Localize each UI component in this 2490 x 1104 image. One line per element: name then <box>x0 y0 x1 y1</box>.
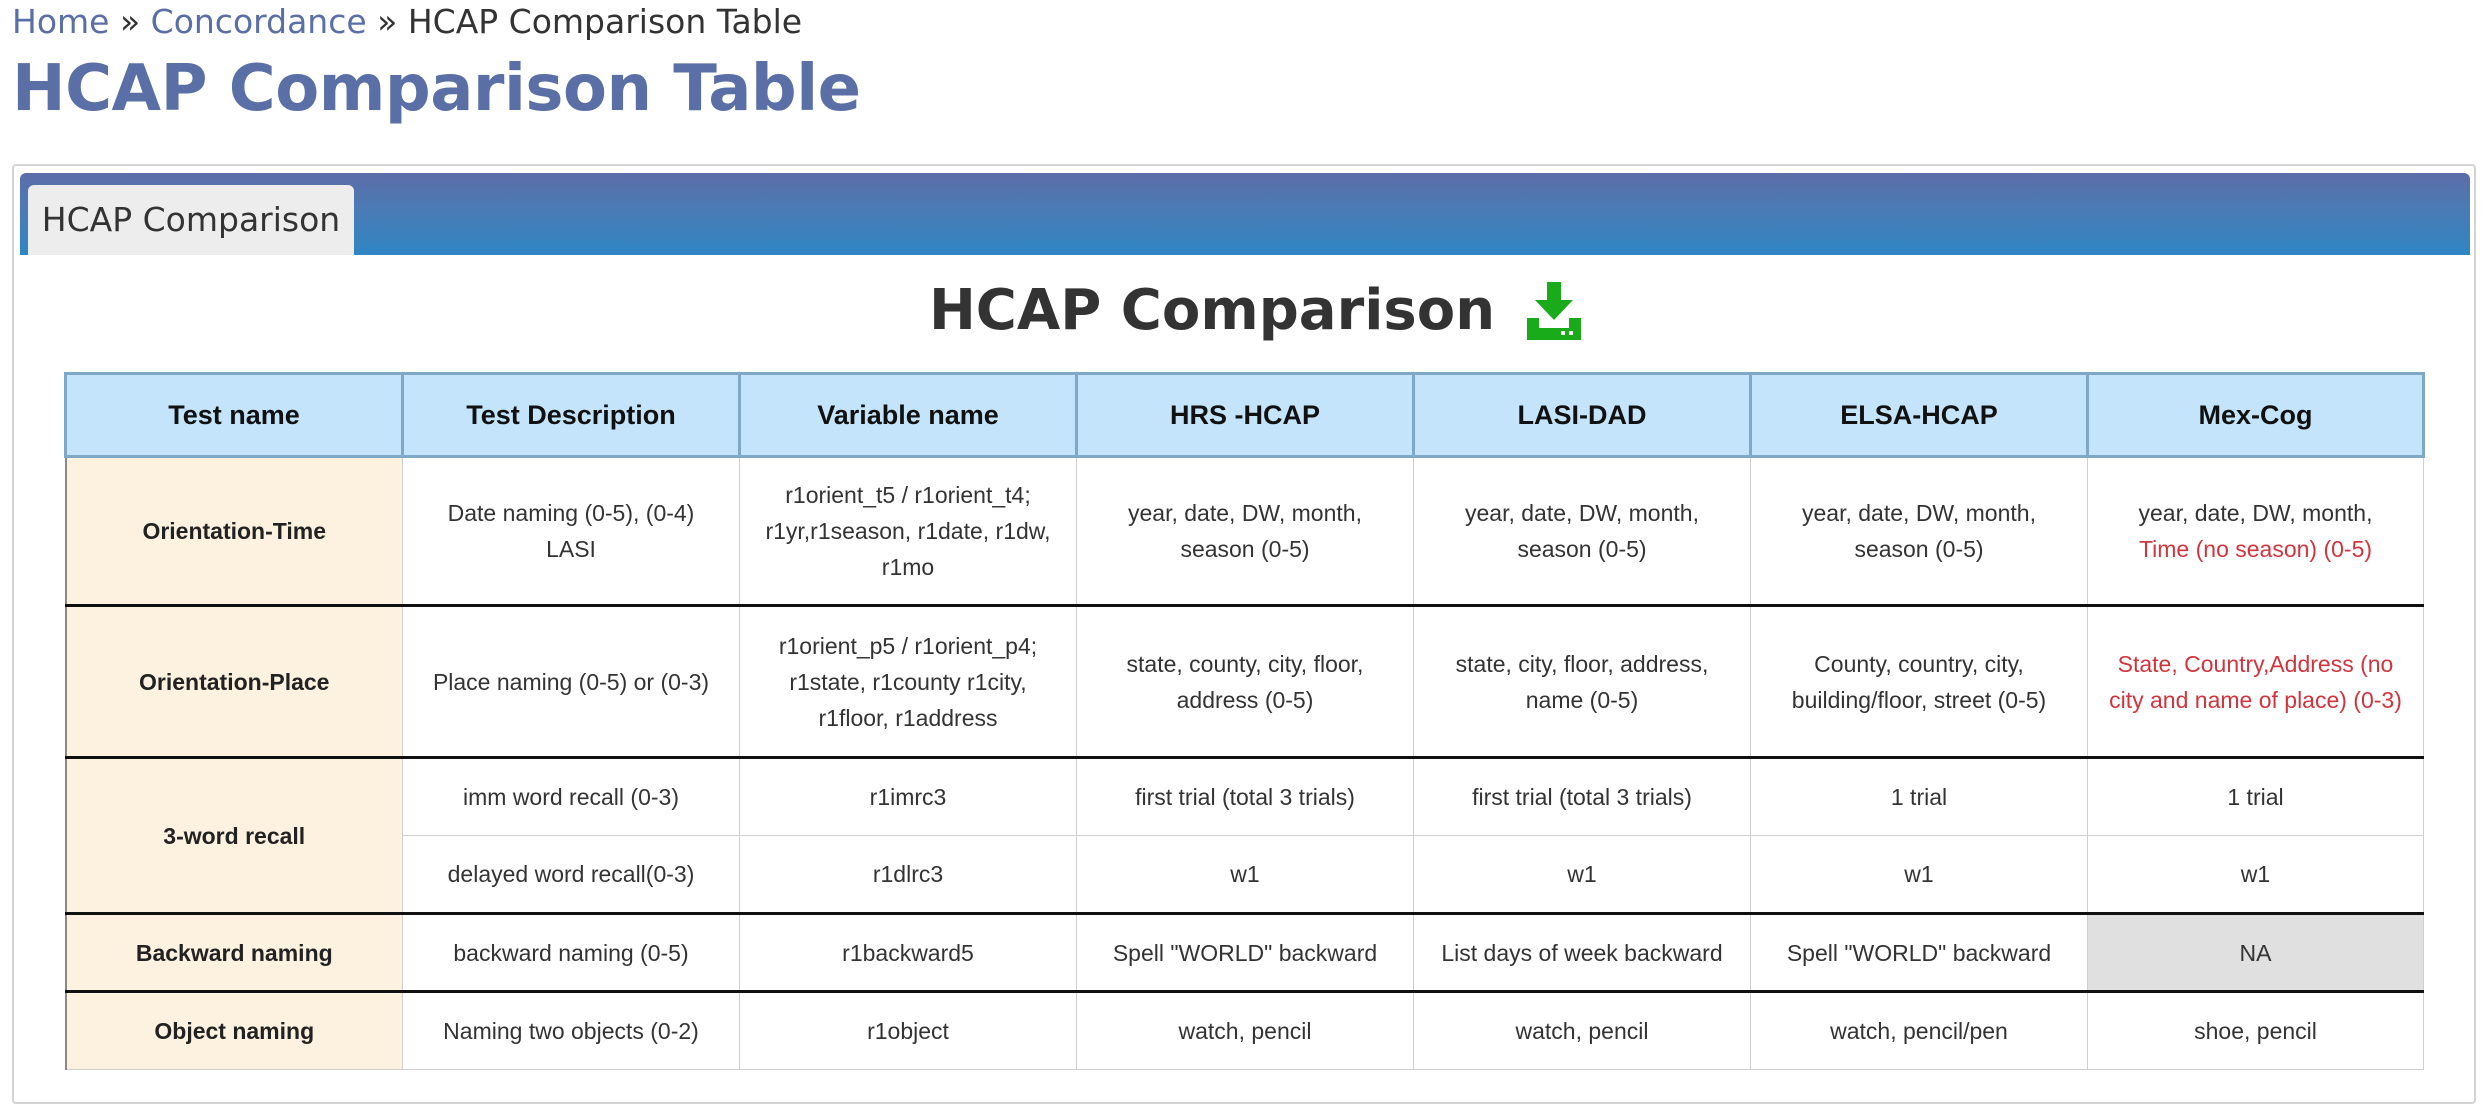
download-icon[interactable] <box>1525 282 1583 340</box>
mex-cog-cell <box>2088 457 2424 606</box>
variable-name-cell: r1dlrc3 <box>740 836 1077 914</box>
table-row <box>66 836 2424 914</box>
hrs-hcap-cell: w1 <box>1077 836 1414 914</box>
breadcrumb-separator: » <box>377 2 398 41</box>
column-header: Test name <box>66 374 403 457</box>
table-header-row <box>66 374 2424 457</box>
variable-name-cell: r1imrc3 <box>740 758 1077 836</box>
hrs-hcap-cell: year, date, DW, month, season (0-5) <box>1077 457 1414 606</box>
lasi-dad-cell: watch, pencil <box>1414 992 1751 1070</box>
mex-cog-cell: 1 trial <box>2088 758 2424 836</box>
section-title: HCAP Comparison <box>928 278 1496 343</box>
comparison-panel <box>12 164 2476 1104</box>
lasi-dad-cell: List days of week backward <box>1414 914 1751 992</box>
column-header: Mex-Cog <box>2088 374 2424 457</box>
mex-cog-text: year, date, DW, month, <box>2138 500 2373 526</box>
column-header: Test Description <box>403 374 740 457</box>
variable-name-cell: r1orient_t5 / r1orient_t4; r1yr,r1season, r1date, r1dw, r1mo <box>740 457 1077 606</box>
comparison-table <box>64 372 2425 1070</box>
lasi-dad-cell: w1 <box>1414 836 1751 914</box>
elsa-hcap-cell: year, date, DW, month, season (0-5) <box>1751 457 2088 606</box>
mex-cog-cell: NA <box>2088 914 2424 992</box>
mex-cog-cell: State, Country,Address (no city and name of place) (0-3) <box>2088 606 2424 758</box>
tab-hcap-comparison[interactable]: HCAP Comparison <box>28 185 354 255</box>
column-header: HRS -HCAP <box>1077 374 1414 457</box>
mex-cog-highlight-text: Time (no season) (0-5) <box>2138 536 2373 562</box>
breadcrumb-current: HCAP Comparison Table <box>407 2 803 41</box>
test-name-cell: Object naming <box>66 992 403 1070</box>
test-description-cell: imm word recall (0-3) <box>403 758 740 836</box>
test-name-cell: 3-word recall <box>66 758 403 914</box>
hrs-hcap-cell: Spell "WORLD" backward <box>1077 914 1414 992</box>
table-row <box>66 606 2424 758</box>
table-row <box>66 457 2424 606</box>
hrs-hcap-cell: first trial (total 3 trials) <box>1077 758 1414 836</box>
test-name-cell: Orientation-Place <box>66 606 403 758</box>
test-name-cell: Orientation-Time <box>66 457 403 606</box>
column-header: ELSA-HCAP <box>1751 374 2088 457</box>
test-description-cell: Naming two objects (0-2) <box>403 992 740 1070</box>
elsa-hcap-cell: Spell "WORLD" backward <box>1751 914 2088 992</box>
hrs-hcap-cell: watch, pencil <box>1077 992 1414 1070</box>
tab-bar <box>20 173 2470 255</box>
variable-name-cell: r1object <box>740 992 1077 1070</box>
page-title: HCAP Comparison Table <box>12 52 861 126</box>
hrs-hcap-cell: state, county, city, floor, address (0-5) <box>1077 606 1414 758</box>
test-description-cell: backward naming (0-5) <box>403 914 740 992</box>
breadcrumb-separator: » <box>119 2 141 41</box>
column-header: LASI-DAD <box>1414 374 1751 457</box>
section-header <box>14 278 2478 343</box>
elsa-hcap-cell: County, country, city, building/floor, street (0-5) <box>1751 606 2088 758</box>
mex-cog-cell: w1 <box>2088 836 2424 914</box>
column-header: Variable name <box>740 374 1077 457</box>
elsa-hcap-cell: w1 <box>1751 836 2088 914</box>
table-row <box>66 914 2424 992</box>
variable-name-cell: r1backward5 <box>740 914 1077 992</box>
lasi-dad-cell: first trial (total 3 trials) <box>1414 758 1751 836</box>
table-row <box>66 758 2424 836</box>
breadcrumb-concordance-link[interactable]: Concordance <box>150 2 367 41</box>
variable-name-cell: r1orient_p5 / r1orient_p4; r1state, r1county r1city, r1floor, r1address <box>740 606 1077 758</box>
test-description-cell: delayed word recall(0-3) <box>403 836 740 914</box>
lasi-dad-cell: year, date, DW, month, season (0-5) <box>1414 457 1751 606</box>
elsa-hcap-cell: 1 trial <box>1751 758 2088 836</box>
breadcrumb-home-link[interactable]: Home <box>12 2 110 41</box>
lasi-dad-cell: state, city, floor, address, name (0-5) <box>1414 606 1751 758</box>
breadcrumb <box>12 0 802 44</box>
mex-cog-cell: shoe, pencil <box>2088 992 2424 1070</box>
test-description-cell: Date naming (0-5), (0-4) LASI <box>403 457 740 606</box>
test-name-cell: Backward naming <box>66 914 403 992</box>
table-row <box>66 992 2424 1070</box>
test-description-cell: Place naming (0-5) or (0-3) <box>403 606 740 758</box>
elsa-hcap-cell: watch, pencil/pen <box>1751 992 2088 1070</box>
